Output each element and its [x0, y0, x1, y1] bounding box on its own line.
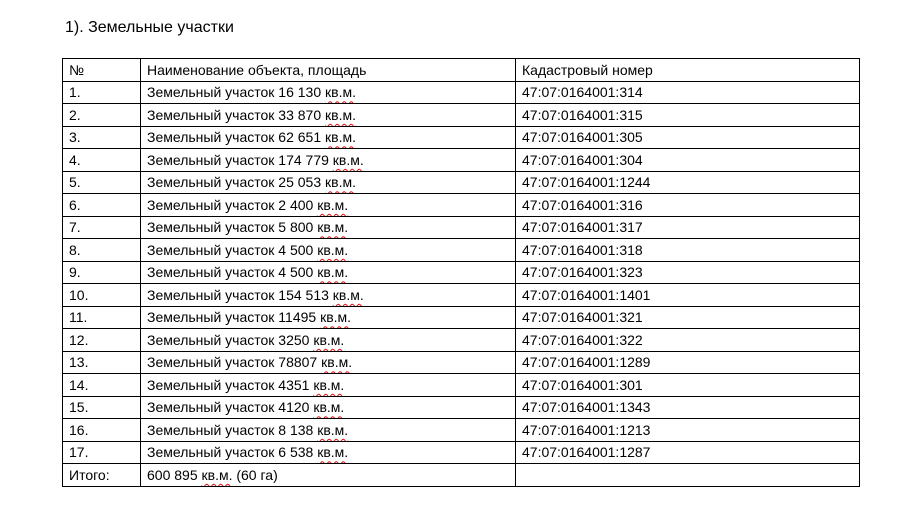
object-name-text: Земельный участок 6 538: [147, 444, 318, 461]
area-unit: кв.м.: [332, 151, 364, 168]
row-number: 3.: [63, 126, 141, 149]
object-name-text: Земельный участок 4351: [147, 376, 314, 393]
row-object-name: [141, 194, 516, 217]
row-cadastral-number: 47:07:0164001:1244: [516, 171, 860, 194]
table-row: [63, 104, 860, 127]
row-number: 12.: [63, 329, 141, 352]
row-object-name: [141, 396, 516, 419]
row-number: 7.: [63, 216, 141, 239]
table-row: [63, 194, 860, 217]
row-number: 17.: [63, 441, 141, 464]
object-name-text: Земельный участок 33 870: [147, 106, 326, 123]
row-object-name: [141, 374, 516, 397]
area-unit: кв.м.: [325, 174, 356, 191]
area-unit: кв.м.: [321, 354, 353, 371]
table-row: [63, 171, 860, 194]
total-value-number: 600 895: [147, 466, 202, 483]
object-name-text: Земельный участок 3250: [147, 331, 314, 348]
table-row: [63, 396, 860, 419]
area-unit: кв.м.: [320, 309, 352, 326]
row-number: 2.: [63, 104, 141, 127]
row-number: 4.: [63, 149, 141, 172]
land-parcels-table: [62, 58, 860, 487]
row-object-name: [141, 149, 516, 172]
table-row: [63, 374, 860, 397]
object-name-text: Земельный участок 16 130: [147, 84, 326, 101]
row-cadastral-number: 47:07:0164001:318: [516, 239, 860, 262]
row-object-name: [141, 239, 516, 262]
row-number: 1.: [63, 81, 141, 104]
area-unit: кв.м.: [317, 241, 349, 258]
object-name-text: Земельный участок 62 651: [147, 129, 326, 146]
header-cadastral: Кадастровый номер: [516, 59, 860, 82]
row-object-name: [141, 284, 516, 307]
row-cadastral-number: 47:07:0164001:317: [516, 216, 860, 239]
row-cadastral-number: 47:07:0164001:1213: [516, 419, 860, 442]
object-name-text: Земельный участок 78807: [147, 354, 322, 371]
table-row: [63, 261, 860, 284]
total-empty-cell: [516, 464, 860, 487]
table-row: [63, 216, 860, 239]
total-value-unit: кв.м.: [201, 466, 233, 483]
row-object-name: [141, 329, 516, 352]
row-object-name: [141, 261, 516, 284]
area-unit: кв.м.: [313, 376, 345, 393]
row-cadastral-number: 47:07:0164001:315: [516, 104, 860, 127]
row-cadastral-number: 47:07:0164001:314: [516, 81, 860, 104]
object-name-text: Земельный участок 8 138: [147, 421, 318, 438]
row-number: 14.: [63, 374, 141, 397]
table-row: [63, 306, 860, 329]
area-unit: кв.м.: [313, 399, 345, 416]
row-object-name: [141, 306, 516, 329]
object-name-text: Земельный участок 174 779: [147, 151, 333, 168]
object-name-text: Земельный участок 25 053: [147, 174, 326, 191]
table-row: [63, 239, 860, 262]
header-number: №: [63, 59, 141, 82]
row-object-name: [141, 216, 516, 239]
area-unit: кв.м.: [325, 84, 356, 101]
total-value-hectares: (60 га): [232, 466, 278, 483]
row-cadastral-number: 47:07:0164001:322: [516, 329, 860, 352]
row-object-name: [141, 104, 516, 127]
row-cadastral-number: 47:07:0164001:304: [516, 149, 860, 172]
table-row: [63, 351, 860, 374]
row-number: 8.: [63, 239, 141, 262]
row-cadastral-number: 47:07:0164001:1401: [516, 284, 860, 307]
object-name-text: Земельный участок 5 800: [147, 219, 318, 236]
total-row: [63, 464, 860, 487]
row-object-name: [141, 81, 516, 104]
row-number: 6.: [63, 194, 141, 217]
row-cadastral-number: 47:07:0164001:316: [516, 194, 860, 217]
object-name-text: Земельный участок 4 500: [147, 264, 318, 281]
row-object-name: [141, 126, 516, 149]
area-unit: кв.м.: [317, 219, 349, 236]
row-cadastral-number: 47:07:0164001:1289: [516, 351, 860, 374]
table-row: [63, 419, 860, 442]
area-unit: кв.м.: [317, 264, 349, 281]
total-value: [141, 464, 516, 487]
row-cadastral-number: 47:07:0164001:1287: [516, 441, 860, 464]
table-row: [63, 126, 860, 149]
object-name-text: Земельный участок 2 400: [147, 196, 318, 213]
object-name-text: Земельный участок 4120: [147, 399, 314, 416]
object-name-text: Земельный участок 11495: [147, 309, 321, 326]
area-unit: кв.м.: [317, 196, 349, 213]
row-number: 5.: [63, 171, 141, 194]
area-unit: кв.м.: [313, 331, 345, 348]
row-object-name: [141, 171, 516, 194]
table-row: [63, 149, 860, 172]
area-unit: кв.м.: [317, 444, 349, 461]
table-row: [63, 441, 860, 464]
row-cadastral-number: 47:07:0164001:301: [516, 374, 860, 397]
table-body: [63, 81, 860, 464]
table-row: [63, 329, 860, 352]
row-number: 16.: [63, 419, 141, 442]
total-label: Итого:: [63, 464, 141, 487]
row-object-name: [141, 441, 516, 464]
object-name-text: Земельный участок 154 513: [147, 286, 333, 303]
area-unit: кв.м.: [325, 129, 356, 146]
row-object-name: [141, 351, 516, 374]
area-unit: кв.м.: [325, 106, 356, 123]
table-row: [63, 81, 860, 104]
row-number: 9.: [63, 261, 141, 284]
area-unit: кв.м.: [332, 286, 364, 303]
table-row: [63, 284, 860, 307]
section-heading: 1). Земельные участки: [65, 19, 234, 36]
table-header-row: [63, 59, 860, 82]
object-name-text: Земельный участок 4 500: [147, 241, 318, 258]
row-cadastral-number: 47:07:0164001:323: [516, 261, 860, 284]
header-name: Наименование объекта, площадь: [141, 59, 516, 82]
row-cadastral-number: 47:07:0164001:1343: [516, 396, 860, 419]
row-number: 10.: [63, 284, 141, 307]
row-cadastral-number: 47:07:0164001:305: [516, 126, 860, 149]
area-unit: кв.м.: [317, 421, 349, 438]
row-object-name: [141, 419, 516, 442]
row-number: 11.: [63, 306, 141, 329]
row-number: 13.: [63, 351, 141, 374]
row-cadastral-number: 47:07:0164001:321: [516, 306, 860, 329]
row-number: 15.: [63, 396, 141, 419]
